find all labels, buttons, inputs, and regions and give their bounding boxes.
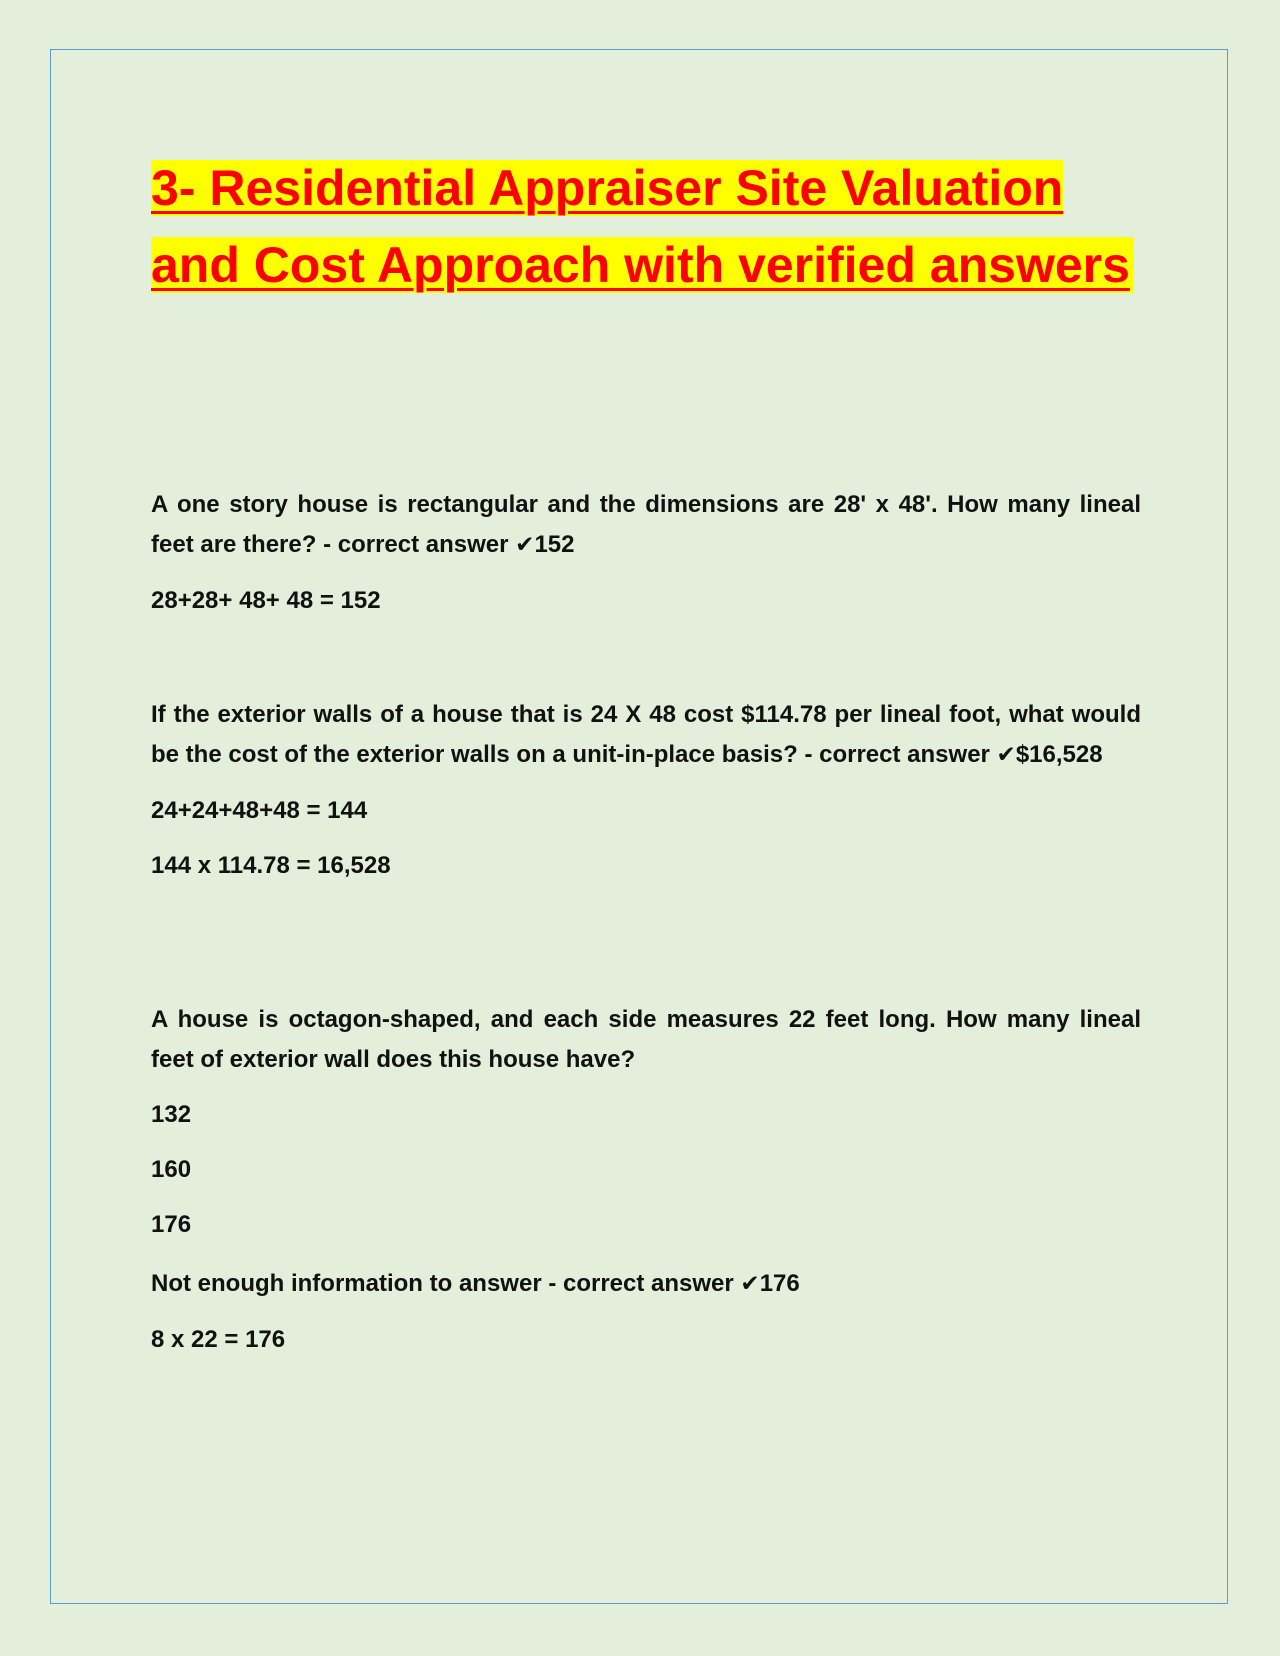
answer-option: 176 [151, 1211, 192, 1238]
question-block-2 [151, 695, 1141, 886]
correct-answer: 176 [759, 1270, 800, 1297]
answer-option: Not enough information to answer - correct answer ✔176 [151, 1270, 800, 1297]
checkmark-icon: ✔ [515, 532, 535, 558]
question-text: If the exterior walls of a house that is 24 X 48 cost $114.78 per lineal foot, what would be the cost of the exterior walls on a unit-in-place basis? - correct answer ✔$16,528 [151, 701, 1141, 768]
work-line: 24+24+48+48 = 144 [151, 797, 368, 824]
document-title [151, 150, 1141, 304]
checkmark-icon: ✔ [996, 742, 1016, 768]
title-highlight: 3- Residential Appraiser Site Valuation and Cost Approach with verified answers [151, 160, 1134, 293]
work-line: 28+28+ 48+ 48 = 152 [151, 587, 381, 614]
question-text: A house is octagon-shaped, and each side measures 22 feet long. How many lineal feet of exterior wall does this house have? [151, 1006, 1141, 1073]
correct-answer: 152 [534, 531, 575, 558]
correct-answer: $16,528 [1015, 741, 1103, 768]
checkmark-icon: ✔ [740, 1271, 760, 1297]
work-line: 144 x 114.78 = 16,528 [151, 852, 391, 879]
question-block-1 [151, 485, 1141, 621]
answer-option: 160 [151, 1156, 192, 1183]
answer-option: 132 [151, 1101, 192, 1128]
document-content [151, 150, 1141, 1353]
work-line: 8 x 22 = 176 [151, 1326, 286, 1353]
question-text: A one story house is rectangular and the dimensions are 28' x 48'. How many lineal feet are there? - correct answer ✔152 [151, 491, 1141, 558]
question-block-3 [151, 1000, 1141, 1360]
